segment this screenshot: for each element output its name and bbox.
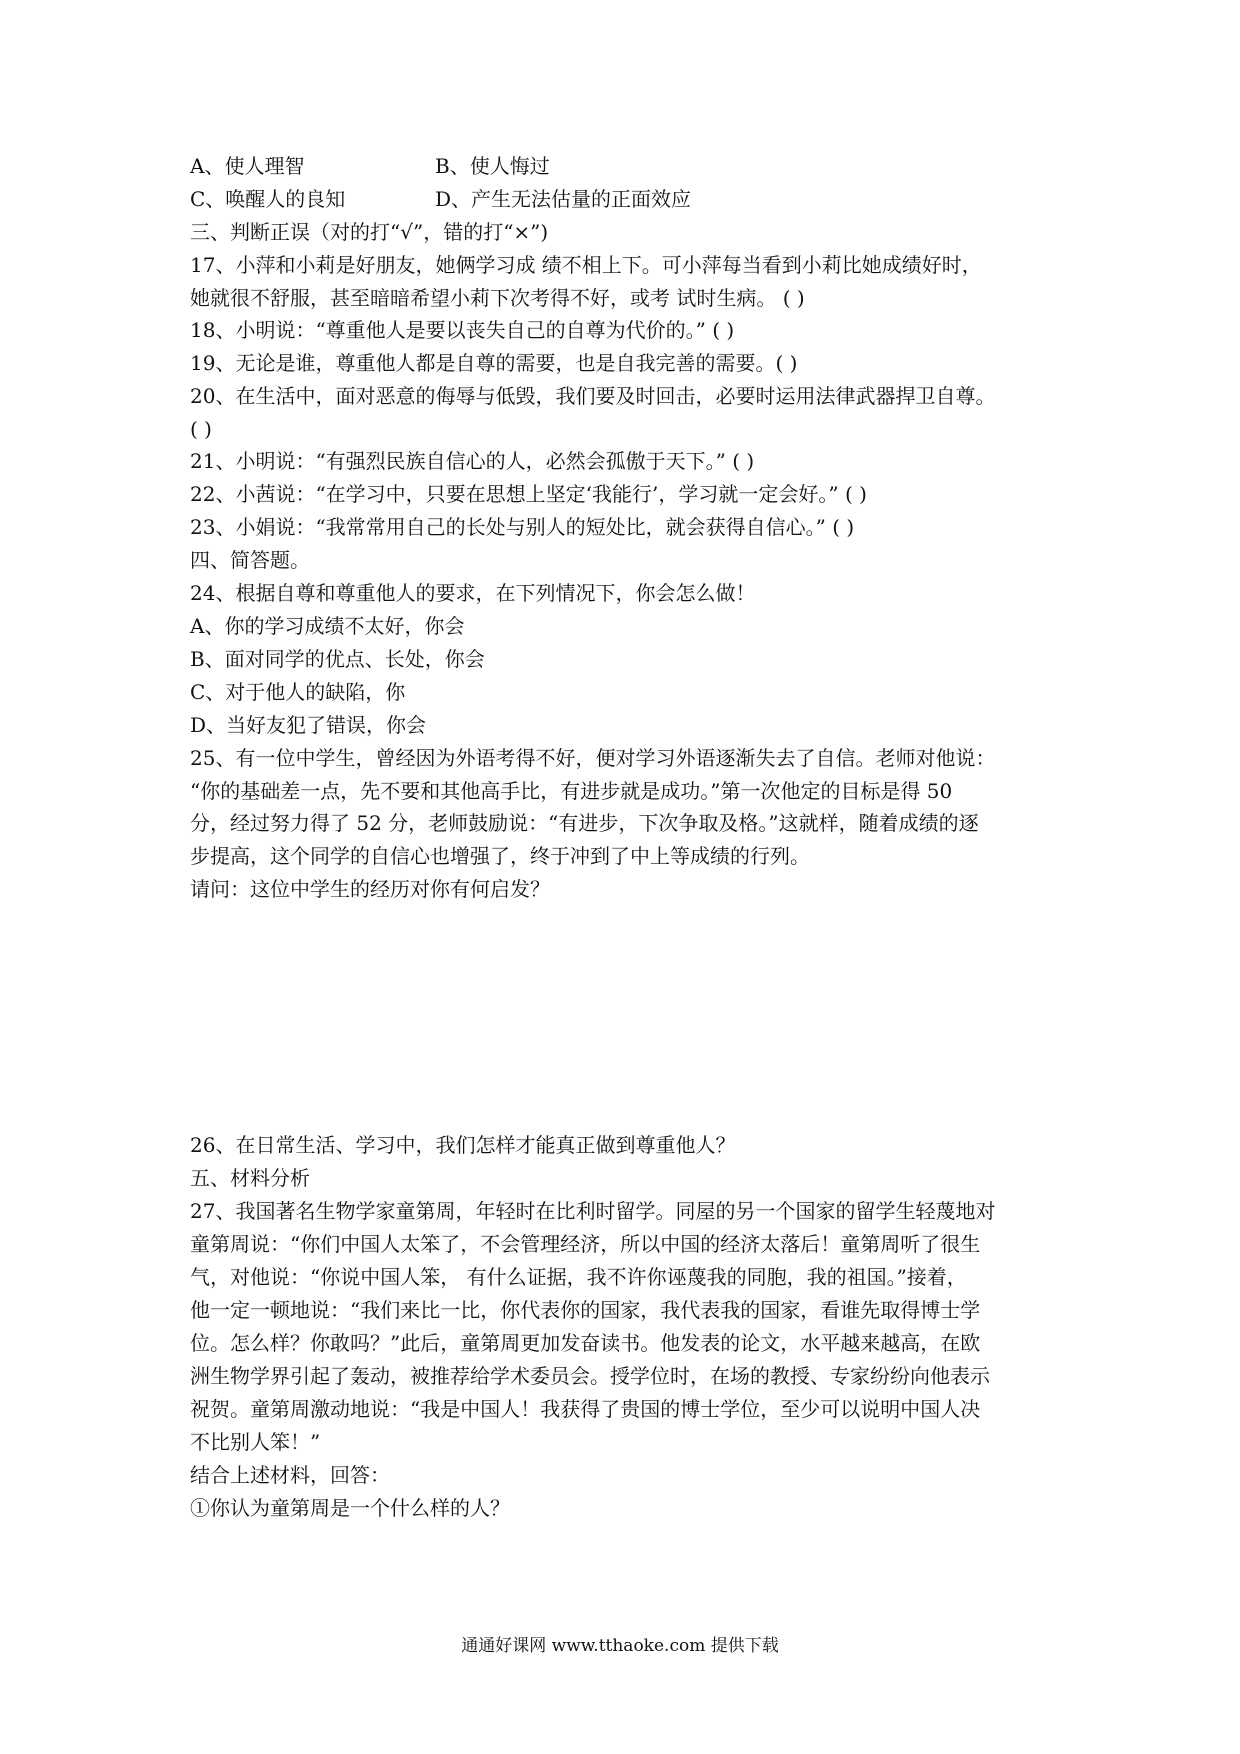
section-3-heading: 三、判断正误（对的打“√”，错的打“×”)	[190, 220, 549, 244]
question-24: 24、根据自尊和尊重他人的要求，在下列情况下，你会怎么做！	[190, 581, 756, 605]
answer-prompt: 结合上述材料，回答：	[190, 1463, 390, 1487]
option-b: B、使人悔过	[435, 154, 550, 178]
option-d: D、产生无法估量的正面效应	[435, 187, 692, 211]
question-21: 21、小明说：“有强烈民族自信心的人，必然会孤傲于天下。” ( )	[190, 449, 755, 473]
question-23: 23、小娟说：“我常常用自己的长处与别人的短处比，就会获得自信心。” ( )	[190, 515, 855, 539]
question-17-line-2: 她就很不舒服，甚至暗暗希望小莉下次考得不好，或考 试时生病。 ( )	[190, 286, 805, 310]
question-24-option-c: C、对于他人的缺陷，你	[190, 680, 406, 704]
question-24-option-b: B、面对同学的优点、长处，你会	[190, 647, 485, 671]
option-c: C、唤醒人的良知	[190, 187, 346, 211]
section-4-heading: 四、简答题。	[190, 548, 310, 572]
question-25-line-2: “你的基础差一点，先不要和其他高手比，有进步就是成功。”第一次他定的目标是得 50	[190, 779, 953, 803]
question-24-option-a: A、你的学习成绩不太好，你会	[190, 614, 465, 638]
question-27-line-6: 洲生物学界引起了轰动，被推荐给学术委员会。授学位时，在场的教授、专家纷纷向他表示	[190, 1364, 990, 1388]
question-24-option-d: D、当好友犯了错误，你会	[190, 713, 427, 737]
question-27-line-8: 不比别人笨！”	[190, 1430, 321, 1454]
question-25-prompt: 请问：这位中学生的经历对你有何启发？	[190, 877, 550, 901]
question-27-line-7: 祝贺。童第周激动地说：“我是中国人！我获得了贵国的博士学位，至少可以说明中国人决	[190, 1397, 981, 1421]
section-5-heading: 五、材料分析	[190, 1166, 310, 1190]
question-17-line-1: 17、小萍和小莉是好朋友，她俩学习成 绩不相上下。可小萍每当看到小莉比她成绩好时，	[190, 253, 982, 277]
question-25-line-4: 步提高，这个同学的自信心也增强了，终于冲到了中上等成绩的行列。	[190, 844, 810, 868]
question-19: 19、无论是谁，尊重他人都是自尊的需要，也是自我完善的需要。( )	[190, 351, 798, 375]
question-27-line-3: 气，对他说：“你说中国人笨， 有什么证据，我不许你诬蔑我的同胞，我的祖国。”接着，	[190, 1265, 967, 1289]
question-20-line-1: 20、在生活中，面对恶意的侮辱与低毁，我们要及时回击，必要时运用法律武器捍卫自尊。	[190, 384, 996, 408]
question-27-line-5: 位。怎么样？你敢吗？”此后，童第周更加发奋读书。他发表的论文，水平越来越高，在欧	[190, 1331, 981, 1355]
question-27-line-2: 童第周说：“你们中国人太笨了，不会管理经济，所以中国的经济太落后！童第周听了很生	[190, 1232, 981, 1256]
question-27-sub-1: ①你认为童第周是一个什么样的人？	[190, 1496, 510, 1520]
question-18: 18、小明说：“尊重他人是要以丧失自己的自尊为代价的。” ( )	[190, 318, 735, 342]
question-20-line-2: ( )	[190, 417, 212, 441]
question-25-line-3: 分，经过努力得了 52 分，老师鼓励说：“有进步，下次争取及格。”这就样，随着成绩的逐	[190, 811, 979, 835]
question-26: 26、在日常生活、学习中，我们怎样才能真正做到尊重他人？	[190, 1133, 736, 1157]
question-25-line-1: 25、有一位中学生，曾经因为外语考得不好，便对学习外语逐渐失去了自信。老师对他说：	[190, 746, 996, 770]
question-27-line-1: 27、我国著名生物学家童第周，年轻时在比利时留学。同屋的另一个国家的留学生轻蔑地对	[190, 1199, 996, 1223]
footer-text: 通通好课网 www.tthaoke.com 提供下载	[461, 1636, 779, 1656]
question-22: 22、小茜说：“在学习中，只要在思想上坚定‘我能行’，学习就一定会好。” ( )	[190, 482, 867, 506]
question-27-line-4: 他一定一顿地说：“我们来比一比，你代表你的国家，我代表我的国家，看谁先取得博士学	[190, 1298, 981, 1322]
option-a: A、使人理智	[190, 154, 305, 178]
